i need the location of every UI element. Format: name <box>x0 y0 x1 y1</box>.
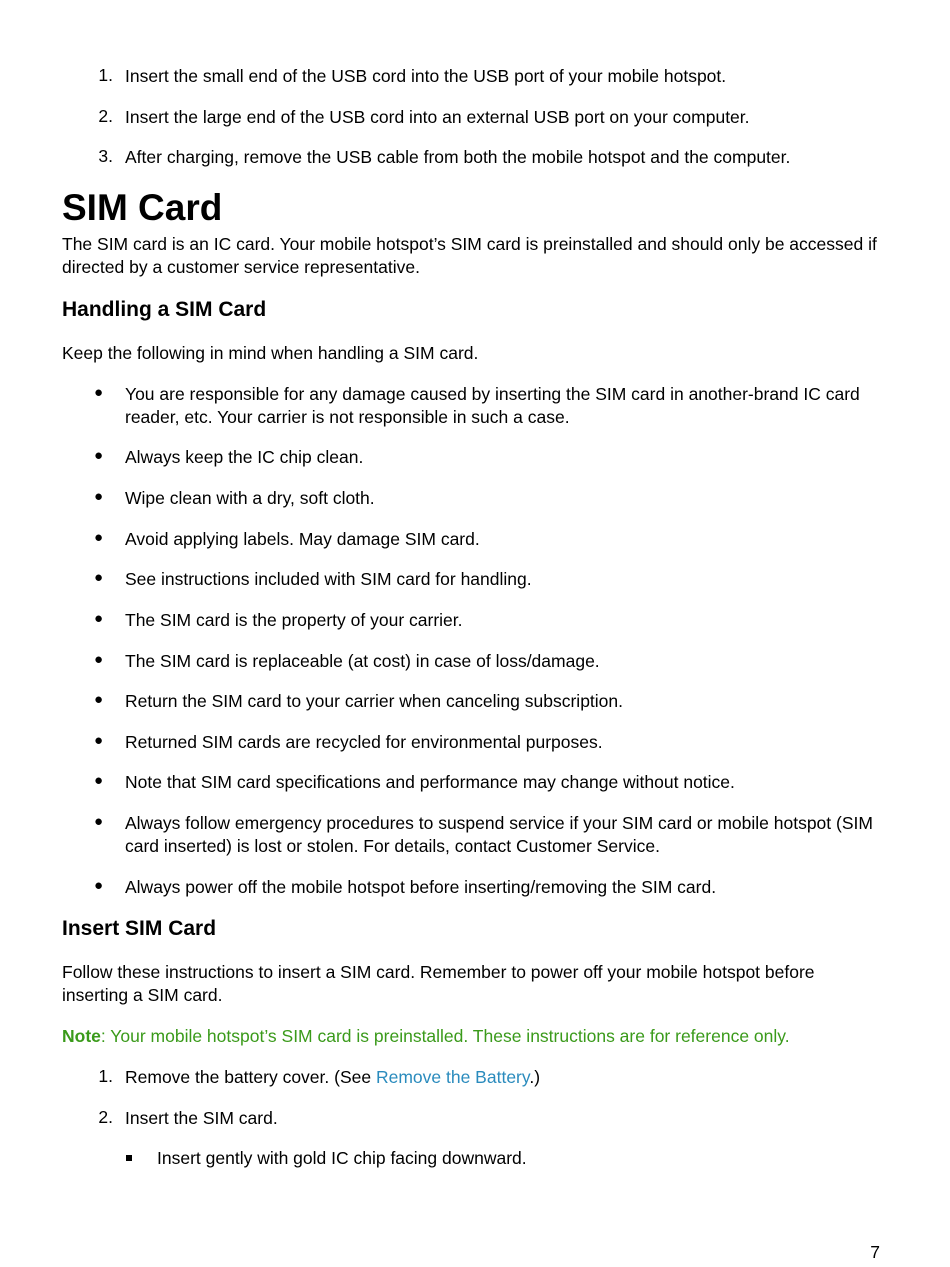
bullet-icon: ● <box>94 610 104 627</box>
step-text-after: .) <box>529 1067 541 1087</box>
list-item: Wipe clean with a dry, soft cloth. <box>125 488 375 508</box>
sub-list-item: Insert gently with gold IC chip facing downward. <box>157 1148 527 1168</box>
step-number: 2. <box>98 1107 113 1127</box>
step-text: Insert the SIM card. <box>125 1108 278 1128</box>
bullet-icon: ● <box>94 772 104 789</box>
subsection-title-insert: Insert SIM Card <box>62 917 217 940</box>
step-number: 2. <box>98 106 113 126</box>
list-item: The SIM card is replaceable (at cost) in case of loss/damage. <box>125 651 600 671</box>
bullet-icon: ● <box>94 813 104 830</box>
list-item: Return the SIM card to your carrier when canceling subscription. <box>125 691 624 711</box>
square-bullet-icon <box>126 1155 132 1161</box>
note-text: : Your mobile hotspot’s SIM card is preinstalled. These instructions are for reference only. <box>100 1026 790 1046</box>
bullet-icon: ● <box>94 529 104 546</box>
sim-card-intro: The SIM card is an IC card. Your mobile hotspot’s SIM card is preinstalled and should only be accessed if directed by a customer service representative. <box>62 234 877 277</box>
step-number: 1. <box>98 65 113 85</box>
list-item: Always power off the mobile hotspot before inserting/removing the SIM card. <box>125 877 717 897</box>
note-paragraph <box>62 1025 882 1048</box>
bullet-icon: ● <box>94 569 104 586</box>
list-item: Always keep the IC chip clean. <box>125 447 364 467</box>
step-text <box>125 1066 885 1089</box>
step-text-before: Remove the battery cover. (See <box>125 1067 376 1087</box>
list-item: Avoid applying labels. May damage SIM card. <box>125 529 480 549</box>
bullet-icon: ● <box>94 691 104 708</box>
bullet-icon: ● <box>94 488 104 505</box>
step-text: Insert the small end of the USB cord into the USB port of your mobile hotspot. <box>125 66 727 86</box>
list-item: Returned SIM cards are recycled for environmental purposes. <box>125 732 603 752</box>
list-item: Always follow emergency procedures to suspend service if your SIM card or mobile hotspot (SIM card inserted) is lost or stolen. For details, contact Customer Service. <box>125 813 873 856</box>
remove-battery-link[interactable]: Remove the Battery <box>375 1067 530 1087</box>
bullet-icon: ● <box>94 384 104 401</box>
bullet-icon: ● <box>94 447 104 464</box>
step-text: Insert the large end of the USB cord into an external USB port on your computer. <box>125 107 750 127</box>
list-item: See instructions included with SIM card for handling. <box>125 569 532 589</box>
list-item: You are responsible for any damage caused by inserting the SIM card in another-brand IC card reader, etc. Your carrier is not responsible in such a case. <box>125 384 860 427</box>
section-title-sim-card: SIM Card <box>62 187 223 228</box>
note-label: Note <box>62 1026 101 1046</box>
insert-intro: Follow these instructions to insert a SIM card. Remember to power off your mobile hotspot before inserting a SIM card. <box>62 962 815 1005</box>
page-number: 7 <box>870 1242 880 1262</box>
bullet-icon: ● <box>94 732 104 749</box>
bullet-icon: ● <box>94 651 104 668</box>
step-text: After charging, remove the USB cable from both the mobile hotspot and the computer. <box>125 147 791 167</box>
list-item: Note that SIM card specifications and performance may change without notice. <box>125 772 735 792</box>
step-number: 3. <box>98 146 113 166</box>
list-item: The SIM card is the property of your carrier. <box>125 610 463 630</box>
subsection-title-handling: Handling a SIM Card <box>62 298 267 321</box>
handling-intro: Keep the following in mind when handling a SIM card. <box>62 343 479 363</box>
bullet-icon: ● <box>94 877 104 894</box>
step-number: 1. <box>98 1066 113 1086</box>
